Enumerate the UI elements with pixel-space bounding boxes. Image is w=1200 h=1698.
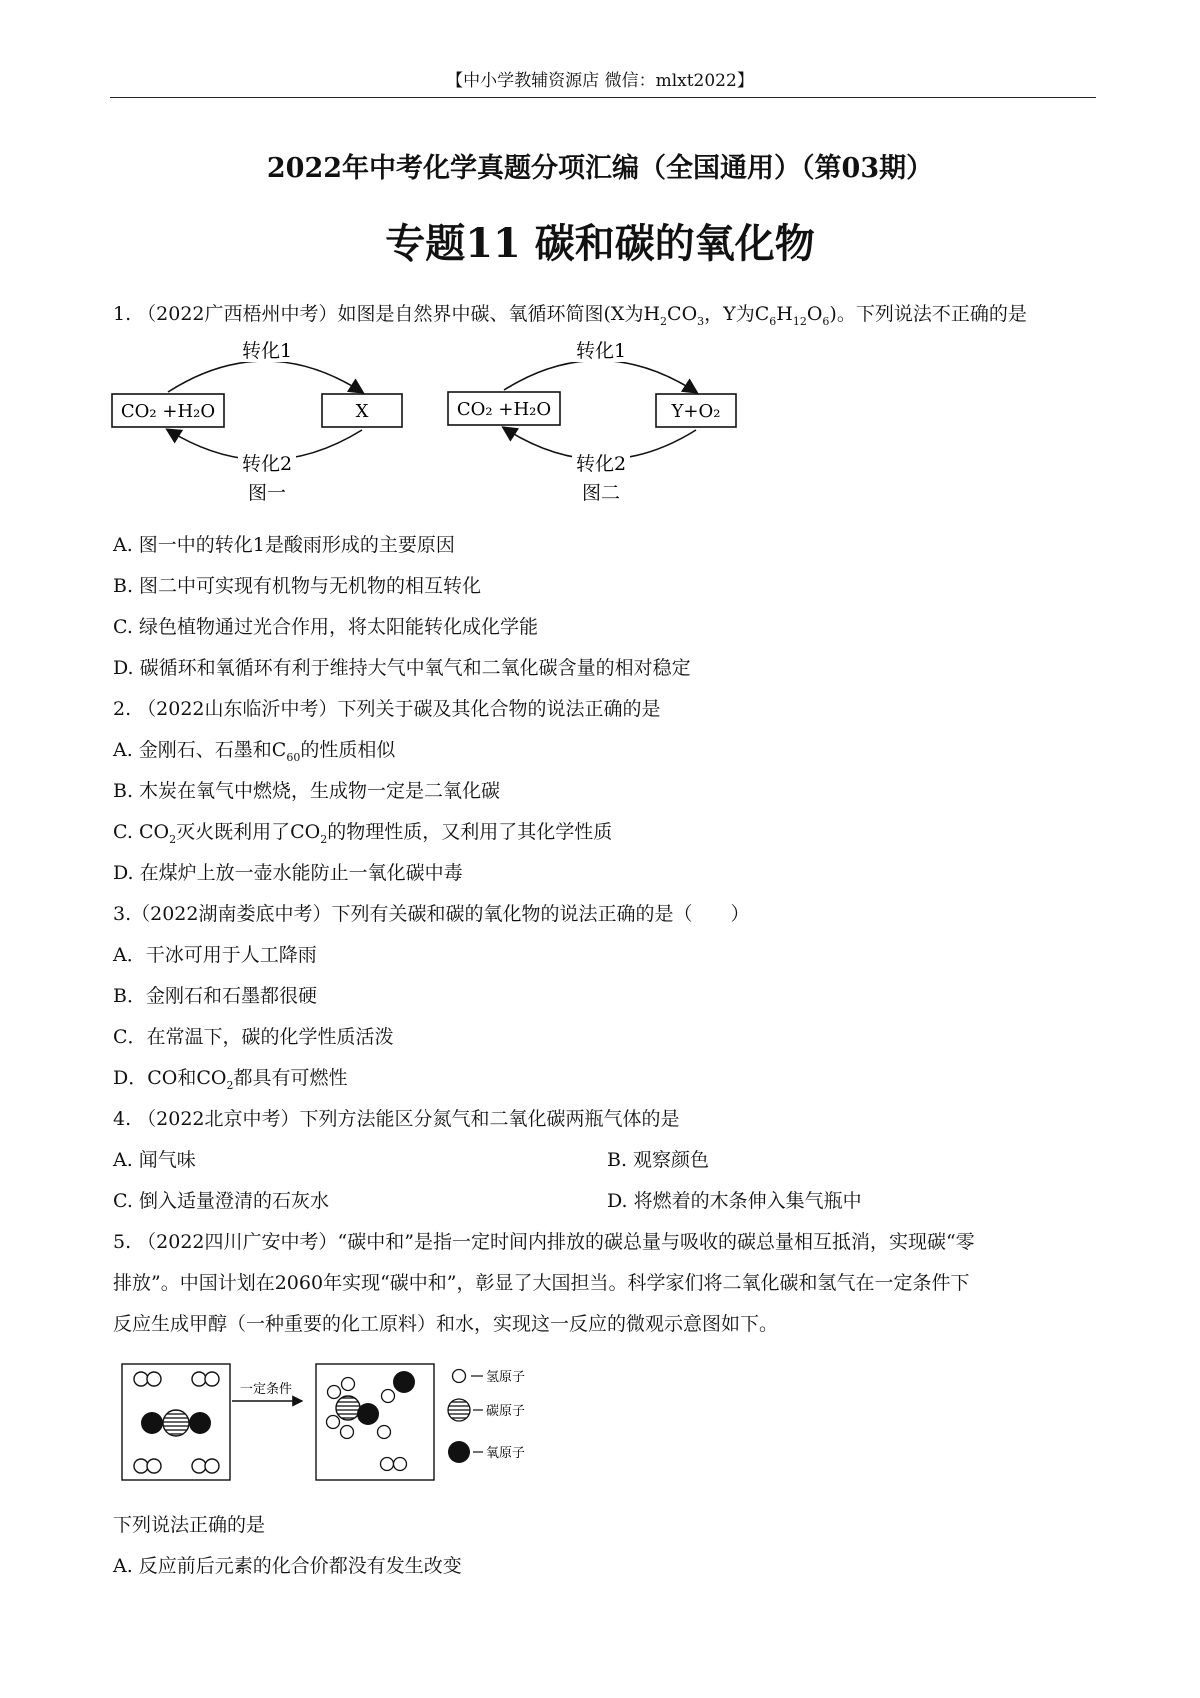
- legend-oxygen-label: 氧原子: [486, 1446, 526, 1461]
- legend-hydrogen-icon: [453, 1370, 466, 1383]
- q3-stem: 3.（2022湖南娄底中考）下列有关碳和碳的氧化物的说法正确的是（ ）: [113, 903, 750, 925]
- q4-option-a: A. 闻气味: [113, 1149, 196, 1171]
- q5-line-3: 反应生成甲醇（一种重要的化工原料）和水，实现这一反应的微观示意图如下。: [113, 1313, 779, 1335]
- q3-option-d: D．CO和$CO_2$都具有可燃性: [113, 1067, 348, 1092]
- document-title: 2022年中考化学真题分项汇编（全国通用）（第03期）: [266, 153, 934, 184]
- q4-option-c: C. 倒入适量澄清的石灰水: [113, 1190, 329, 1212]
- figure-2: [448, 340, 736, 504]
- q4-stem: 4. （2022北京中考）下列方法能区分氮气和二氧化碳两瓶气体的是: [113, 1108, 680, 1130]
- fig2-right-box-label: Y+O₂: [671, 401, 721, 422]
- fig2-bottom-label: 转化2: [575, 453, 627, 475]
- fig2-top-arrow: [504, 360, 696, 392]
- fig1-bottom-label: 转化2: [241, 453, 293, 475]
- q4-option-d: D. 将燃着的木条伸入集气瓶中: [607, 1190, 862, 1212]
- section-title: 专题11 碳和碳的氧化物: [385, 220, 815, 267]
- q2-option-c: C. $CO_2$灭火既利用了$CO_2$的物理性质，又利用了其化学性质: [113, 821, 613, 846]
- fig2-caption: 图二: [581, 482, 621, 504]
- q1-option-b: B. 图二中可实现有机物与无机物的相互转化: [113, 575, 482, 597]
- q1-cycle-diagram: [100, 340, 820, 515]
- q3-option-a: A．干冰可用于人工降雨: [113, 944, 317, 966]
- fig1-left-box-label: CO₂ +H₂O: [120, 401, 216, 422]
- q2-stem: 2. （2022山东临沂中考）下列关于碳及其化合物的说法正确的是: [113, 698, 661, 720]
- reaction-condition-label: 一定条件: [239, 1382, 293, 1397]
- legend-hydrogen-label: 氢原子: [486, 1370, 526, 1385]
- fig1-top-label: 转化1: [241, 340, 293, 362]
- fig1-top-arrow: [168, 361, 362, 392]
- q1-option-c: C. 绿色植物通过光合作用，将太阳能转化成化学能: [113, 616, 538, 638]
- fig1-caption: 图一: [247, 482, 287, 504]
- q4-option-b: B. 观察颜色: [607, 1149, 710, 1171]
- q5-reaction-diagram: [108, 1356, 628, 1491]
- q2-option-d: D. 在煤炉上放一壶水能防止一氧化碳中毒: [113, 862, 463, 884]
- q3-option-b: B．金刚石和石墨都很硬: [113, 985, 317, 1007]
- q1-option-a: A. 图一中的转化1是酸雨形成的主要原因: [113, 534, 455, 556]
- legend-carbon-icon: [448, 1399, 470, 1421]
- q1-stem: 1. （2022广西梧州中考）如图是自然界中碳、氧循环简图(X为$H_2CO_3$，Y为$C_6H_{12}O_6$)。下列说法不正确的是: [113, 303, 1027, 328]
- page-header: 【中小学教辅资源店 微信：mlxt2022】: [446, 71, 754, 91]
- legend-carbon-label: 碳原子: [486, 1404, 526, 1419]
- q5-line-1: 5. （2022四川广安中考）“碳中和”是指一定时间内排放的碳总量与吸收的碳总量相互抵消，实现碳“零: [113, 1231, 975, 1253]
- q3-option-c: C．在常温下，碳的化学性质活泼: [113, 1026, 394, 1048]
- figure-1: [112, 340, 402, 504]
- header-divider: [110, 97, 1096, 98]
- fig1-right-box-label: X: [355, 401, 369, 422]
- q5-ask: 下列说法正确的是: [113, 1514, 266, 1536]
- q2-option-b: B. 木炭在氧气中燃烧，生成物一定是二氧化碳: [113, 780, 501, 802]
- reactant-co2-molecule: [141, 1410, 211, 1436]
- q5-option-a: A. 反应前后元素的化合价都没有发生改变: [113, 1555, 462, 1577]
- q5-line-2: 排放”。中国计划在2060年实现“碳中和”，彰显了大国担当。科学家们将二氧化碳和氢气在一定条件下: [113, 1272, 970, 1294]
- legend-oxygen-icon: [448, 1441, 470, 1463]
- legend: [448, 1370, 525, 1464]
- q1-option-d: D. 碳循环和氧循环有利于维持大气中氧气和二氧化碳含量的相对稳定: [113, 657, 691, 679]
- fig2-left-box-label: CO₂ +H₂O: [456, 399, 552, 420]
- q2-option-a: A. 金刚石、石墨和$C_{60}$的性质相似: [113, 739, 396, 764]
- fig2-top-label: 转化1: [575, 340, 627, 362]
